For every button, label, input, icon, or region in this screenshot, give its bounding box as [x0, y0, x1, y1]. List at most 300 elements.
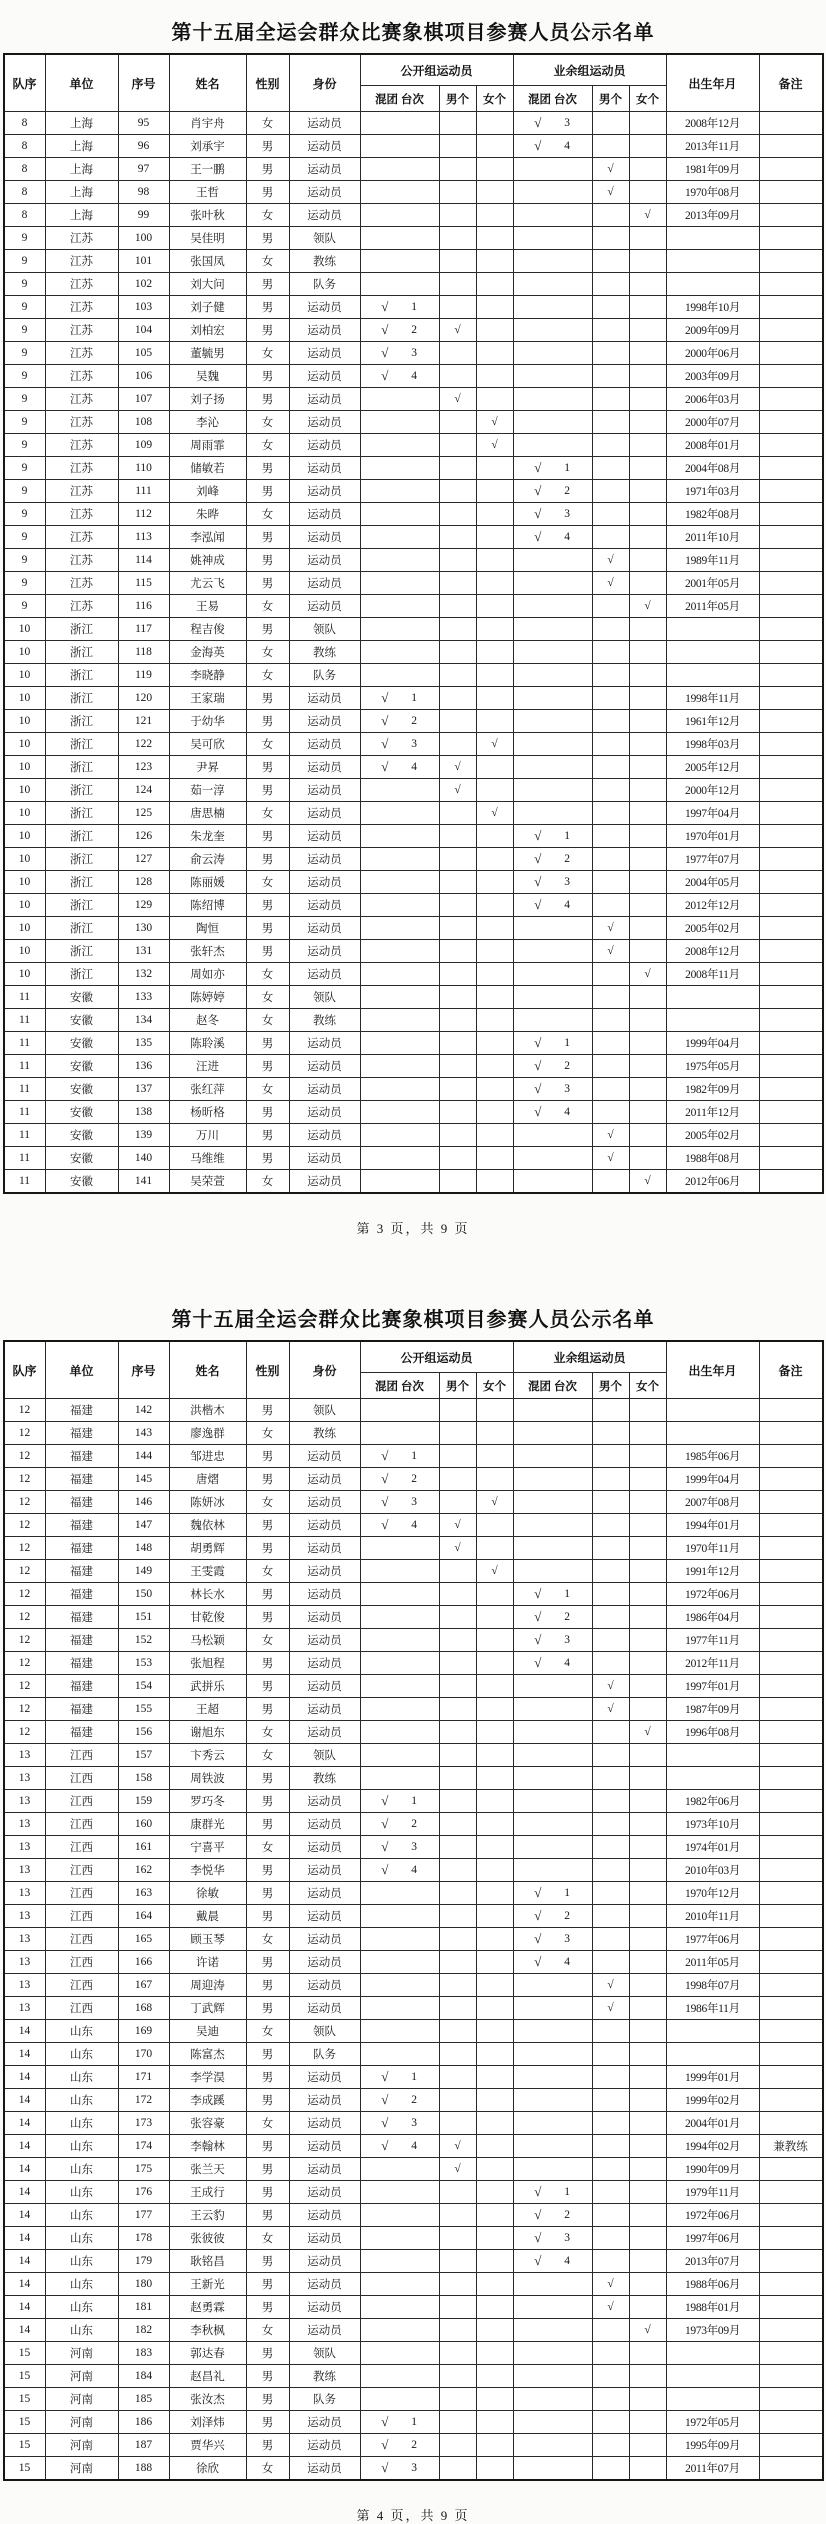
cell-name: 贾华兴	[169, 2434, 246, 2457]
cell-open-mixed-team	[360, 2227, 439, 2250]
cell-open-female-individual	[476, 1974, 513, 1997]
table-row	[4, 2342, 823, 2365]
cell-open-male-individual	[439, 1951, 476, 1974]
cell-unit: 江苏	[45, 549, 118, 572]
check-mark: √	[534, 2184, 542, 2199]
cell-open-female-individual	[476, 595, 513, 618]
cell-amateur-mixed-team	[513, 2066, 592, 2089]
cell-note	[759, 273, 823, 296]
cell-serial-no: 167	[118, 1974, 169, 1997]
table-row	[4, 480, 823, 503]
table-row	[4, 2388, 823, 2411]
cell-open-male-individual	[439, 2273, 476, 2296]
cell-unit: 浙江	[45, 963, 118, 986]
cell-team-order: 10	[4, 733, 46, 756]
cell-birth-date	[666, 227, 759, 250]
cell-amateur-mixed-team	[513, 1652, 592, 1675]
cell-birth-date: 1982年08月	[666, 503, 759, 526]
cell-role: 教练	[289, 2365, 360, 2388]
cell-amateur-mixed-team	[513, 2089, 592, 2112]
cell-team-order: 12	[4, 1583, 46, 1606]
cell-note	[759, 940, 823, 963]
cell-gender: 女	[246, 641, 289, 664]
cell-note	[759, 1652, 823, 1675]
col-group-amateur: 业余组运动员	[513, 1341, 666, 1373]
cell-open-female-individual	[476, 1170, 513, 1194]
cell-name: 刘泽炜	[169, 2411, 246, 2434]
cell-role: 运动员	[289, 457, 360, 480]
cell-amateur-mixed-team	[513, 1101, 592, 1124]
table-row	[4, 1468, 823, 1491]
cell-team-order: 12	[4, 1468, 46, 1491]
cell-birth-date: 2012年06月	[666, 1170, 759, 1194]
cell-team-order: 14	[4, 2181, 46, 2204]
check-mark: √	[534, 1609, 542, 1624]
cell-open-male-individual	[439, 2411, 476, 2434]
cell-open-mixed-team-wrap	[362, 1839, 438, 1855]
cell-serial-no: 109	[118, 434, 169, 457]
cell-birth-date: 1972年05月	[666, 2411, 759, 2434]
cell-open-mixed-team-wrap	[362, 2138, 438, 2154]
cell-unit: 浙江	[45, 894, 118, 917]
cell-serial-no: 143	[118, 1422, 169, 1445]
cell-gender: 男	[246, 2365, 289, 2388]
roster-table	[3, 1340, 824, 2481]
cell-open-mixed-team	[360, 2089, 439, 2112]
cell-gender: 女	[246, 1560, 289, 1583]
col-group-open: 公开组运动员	[360, 54, 513, 86]
table-row	[4, 1170, 823, 1194]
cell-team-order: 14	[4, 2158, 46, 2181]
check-mark: √	[534, 138, 542, 153]
cell-name: 廖逸群	[169, 1422, 246, 1445]
cell-open-mixed-team	[360, 2250, 439, 2273]
cell-unit: 江苏	[45, 342, 118, 365]
cell-note	[759, 1124, 823, 1147]
cell-serial-no: 155	[118, 1698, 169, 1721]
cell-unit: 山东	[45, 2043, 118, 2066]
cell-open-mixed-team	[360, 1629, 439, 1652]
cell-open-male-individual	[439, 572, 476, 595]
cell-role: 领队	[289, 2020, 360, 2043]
cell-name: 李沁	[169, 411, 246, 434]
cell-serial-no: 99	[118, 204, 169, 227]
cell-open-mixed-team	[360, 825, 439, 848]
cell-amateur-female-individual	[629, 1928, 666, 1951]
cell-unit: 江西	[45, 1790, 118, 1813]
cell-open-mixed-team	[360, 2204, 439, 2227]
cell-serial-no: 118	[118, 641, 169, 664]
cell-name: 周迎涛	[169, 1974, 246, 1997]
cell-serial-no: 133	[118, 986, 169, 1009]
board-number: 2	[411, 715, 418, 727]
cell-open-female-individual	[476, 1836, 513, 1859]
cell-role: 运动员	[289, 549, 360, 572]
cell-team-order: 15	[4, 2365, 46, 2388]
cell-team-order: 14	[4, 2112, 46, 2135]
cell-amateur-mixed-team	[513, 1124, 592, 1147]
cell-note	[759, 733, 823, 756]
cell-name: 林长水	[169, 1583, 246, 1606]
cell-unit: 安徽	[45, 1170, 118, 1194]
cell-amateur-male-individual	[592, 2411, 629, 2434]
cell-amateur-mixed-team	[513, 1560, 592, 1583]
cell-note: 兼教练	[759, 2135, 823, 2158]
cell-amateur-female-individual	[629, 1147, 666, 1170]
cell-open-male-individual	[439, 2204, 476, 2227]
cell-unit: 江苏	[45, 480, 118, 503]
cell-amateur-female-individual: √	[629, 1721, 666, 1744]
cell-open-male-individual	[439, 1974, 476, 1997]
cell-open-female-individual	[476, 1583, 513, 1606]
cell-name: 王新光	[169, 2273, 246, 2296]
cell-serial-no: 112	[118, 503, 169, 526]
table-header	[4, 54, 823, 112]
check-mark: √	[381, 1839, 389, 1854]
cell-unit: 山东	[45, 2158, 118, 2181]
col-header-open-male: 男个	[439, 86, 476, 112]
cell-amateur-male-individual	[592, 457, 629, 480]
cell-birth-date: 1972年06月	[666, 1583, 759, 1606]
cell-open-female-individual	[476, 1675, 513, 1698]
cell-amateur-female-individual	[629, 319, 666, 342]
cell-unit: 江苏	[45, 503, 118, 526]
table-row	[4, 595, 823, 618]
cell-amateur-male-individual	[592, 365, 629, 388]
table-row	[4, 1951, 823, 1974]
cell-birth-date: 2011年05月	[666, 595, 759, 618]
cell-amateur-male-individual	[592, 503, 629, 526]
cell-name: 姚神成	[169, 549, 246, 572]
cell-serial-no: 147	[118, 1514, 169, 1537]
cell-open-mixed-team	[360, 1836, 439, 1859]
cell-open-male-individual: √	[439, 2135, 476, 2158]
cell-role: 运动员	[289, 158, 360, 181]
cell-open-mixed-team	[360, 1445, 439, 1468]
cell-unit: 江西	[45, 1813, 118, 1836]
cell-note	[759, 986, 823, 1009]
cell-team-order: 13	[4, 1905, 46, 1928]
cell-amateur-female-individual	[629, 2066, 666, 2089]
cell-amateur-male-individual: √	[592, 917, 629, 940]
cell-open-mixed-team	[360, 2411, 439, 2434]
cell-open-mixed-team	[360, 917, 439, 940]
cell-birth-date: 2000年07月	[666, 411, 759, 434]
cell-role: 教练	[289, 1009, 360, 1032]
cell-serial-no: 121	[118, 710, 169, 733]
cell-open-mixed-team	[360, 1170, 439, 1194]
cell-open-male-individual	[439, 1468, 476, 1491]
cell-serial-no: 101	[118, 250, 169, 273]
cell-name: 罗巧冬	[169, 1790, 246, 1813]
cell-serial-no: 122	[118, 733, 169, 756]
cell-gender: 男	[246, 2158, 289, 2181]
cell-open-male-individual	[439, 227, 476, 250]
cell-gender: 男	[246, 1652, 289, 1675]
table-row	[4, 365, 823, 388]
cell-amateur-mixed-team	[513, 365, 592, 388]
cell-gender: 男	[246, 2043, 289, 2066]
cell-name: 王超	[169, 1698, 246, 1721]
cell-amateur-female-individual	[629, 1951, 666, 1974]
cell-role: 运动员	[289, 1101, 360, 1124]
cell-gender: 男	[246, 365, 289, 388]
cell-note	[759, 710, 823, 733]
cell-serial-no: 165	[118, 1928, 169, 1951]
cell-amateur-male-individual	[592, 2158, 629, 2181]
cell-amateur-female-individual: √	[629, 963, 666, 986]
table-row	[4, 1974, 823, 1997]
cell-amateur-male-individual	[592, 1170, 629, 1194]
cell-team-order: 9	[4, 549, 46, 572]
cell-open-male-individual	[439, 1744, 476, 1767]
cell-role: 运动员	[289, 1445, 360, 1468]
cell-team-order: 13	[4, 1928, 46, 1951]
cell-team-order: 10	[4, 756, 46, 779]
col-header-amateur-male: 男个	[592, 1373, 629, 1399]
cell-amateur-female-individual	[629, 273, 666, 296]
cell-birth-date: 1996年08月	[666, 1721, 759, 1744]
cell-role: 运动员	[289, 1836, 360, 1859]
cell-birth-date: 1981年09月	[666, 158, 759, 181]
cell-birth-date: 1998年10月	[666, 296, 759, 319]
cell-gender: 男	[246, 227, 289, 250]
cell-amateur-mixed-team	[513, 963, 592, 986]
cell-gender: 男	[246, 2089, 289, 2112]
cell-open-mixed-team	[360, 1882, 439, 1905]
check-mark: √	[381, 1816, 389, 1831]
cell-birth-date: 1998年07月	[666, 1974, 759, 1997]
cell-unit: 安徽	[45, 1032, 118, 1055]
cell-amateur-female-individual	[629, 1974, 666, 1997]
cell-role: 运动员	[289, 2204, 360, 2227]
cell-open-female-individual	[476, 1629, 513, 1652]
cell-open-female-individual	[476, 2273, 513, 2296]
cell-amateur-mixed-team	[513, 1170, 592, 1194]
table-row	[4, 319, 823, 342]
cell-open-female-individual	[476, 2342, 513, 2365]
cell-open-female-individual	[476, 2411, 513, 2434]
cell-amateur-male-individual	[592, 296, 629, 319]
cell-serial-no: 168	[118, 1997, 169, 2020]
cell-unit: 浙江	[45, 825, 118, 848]
cell-birth-date	[666, 273, 759, 296]
table-row	[4, 1583, 823, 1606]
cell-serial-no: 184	[118, 2365, 169, 2388]
cell-team-order: 10	[4, 664, 46, 687]
cell-gender: 男	[246, 710, 289, 733]
cell-amateur-mixed-team	[513, 664, 592, 687]
cell-open-mixed-team	[360, 342, 439, 365]
cell-team-order: 9	[4, 342, 46, 365]
cell-amateur-mixed-team	[513, 1422, 592, 1445]
cell-birth-date: 1982年09月	[666, 1078, 759, 1101]
cell-open-mixed-team	[360, 1399, 439, 1422]
cell-note	[759, 595, 823, 618]
cell-amateur-mixed-team	[513, 1928, 592, 1951]
cell-name: 马松颖	[169, 1629, 246, 1652]
cell-gender: 男	[246, 1468, 289, 1491]
cell-role: 运动员	[289, 1124, 360, 1147]
cell-unit: 山东	[45, 2250, 118, 2273]
cell-serial-no: 126	[118, 825, 169, 848]
cell-unit: 福建	[45, 1583, 118, 1606]
cell-amateur-male-individual	[592, 2181, 629, 2204]
cell-unit: 山东	[45, 2181, 118, 2204]
cell-role: 运动员	[289, 2158, 360, 2181]
cell-open-mixed-team	[360, 1468, 439, 1491]
table-row	[4, 1055, 823, 1078]
cell-open-male-individual	[439, 1698, 476, 1721]
cell-birth-date: 2004年08月	[666, 457, 759, 480]
cell-unit: 江苏	[45, 319, 118, 342]
cell-serial-no: 140	[118, 1147, 169, 1170]
cell-open-male-individual	[439, 2043, 476, 2066]
cell-gender: 男	[246, 273, 289, 296]
cell-team-order: 15	[4, 2411, 46, 2434]
table-header	[4, 1341, 823, 1399]
cell-amateur-female-individual	[629, 1560, 666, 1583]
cell-team-order: 9	[4, 572, 46, 595]
cell-role: 教练	[289, 1767, 360, 1790]
cell-gender: 女	[246, 986, 289, 1009]
table-row	[4, 1399, 823, 1422]
cell-gender: 男	[246, 2135, 289, 2158]
cell-serial-no: 179	[118, 2250, 169, 2273]
cell-unit: 河南	[45, 2388, 118, 2411]
cell-note	[759, 2319, 823, 2342]
cell-team-order: 13	[4, 1836, 46, 1859]
cell-team-order: 10	[4, 894, 46, 917]
cell-role: 运动员	[289, 1790, 360, 1813]
cell-note	[759, 1744, 823, 1767]
cell-role: 运动员	[289, 917, 360, 940]
cell-open-male-individual	[439, 641, 476, 664]
cell-role: 运动员	[289, 825, 360, 848]
cell-role: 运动员	[289, 296, 360, 319]
cell-open-male-individual	[439, 1905, 476, 1928]
col-header-open-female: 女个	[476, 86, 513, 112]
cell-open-male-individual	[439, 1078, 476, 1101]
cell-gender: 男	[246, 1859, 289, 1882]
cell-amateur-male-individual	[592, 2342, 629, 2365]
cell-open-mixed-team	[360, 2158, 439, 2181]
cell-gender: 男	[246, 1882, 289, 1905]
cell-gender: 女	[246, 871, 289, 894]
cell-open-female-individual	[476, 1032, 513, 1055]
cell-amateur-male-individual	[592, 733, 629, 756]
cell-team-order: 9	[4, 457, 46, 480]
cell-unit: 上海	[45, 204, 118, 227]
cell-note	[759, 756, 823, 779]
cell-open-female-individual	[476, 687, 513, 710]
cell-team-order: 13	[4, 1882, 46, 1905]
cell-open-mixed-team	[360, 1147, 439, 1170]
cell-role: 领队	[289, 227, 360, 250]
cell-gender: 女	[246, 2020, 289, 2043]
cell-role: 运动员	[289, 1560, 360, 1583]
cell-gender: 女	[246, 1170, 289, 1194]
cell-serial-no: 172	[118, 2089, 169, 2112]
table-row	[4, 1560, 823, 1583]
cell-gender: 女	[246, 1009, 289, 1032]
cell-open-mixed-team	[360, 434, 439, 457]
cell-note	[759, 1997, 823, 2020]
cell-amateur-female-individual	[629, 158, 666, 181]
cell-birth-date: 2013年11月	[666, 135, 759, 158]
cell-gender: 女	[246, 802, 289, 825]
cell-open-male-individual	[439, 2227, 476, 2250]
cell-serial-no: 134	[118, 1009, 169, 1032]
cell-unit: 河南	[45, 2365, 118, 2388]
cell-amateur-mixed-team	[513, 2250, 592, 2273]
board-number: 2	[564, 1910, 571, 1922]
table-row	[4, 1675, 823, 1698]
cell-amateur-female-individual	[629, 2181, 666, 2204]
cell-open-female-individual	[476, 2020, 513, 2043]
cell-birth-date: 1973年10月	[666, 1813, 759, 1836]
cell-open-mixed-team	[360, 204, 439, 227]
cell-team-order: 13	[4, 1997, 46, 2020]
cell-open-male-individual	[439, 1170, 476, 1194]
check-mark: √	[381, 1862, 389, 1877]
cell-open-male-individual	[439, 1997, 476, 2020]
col-header-team: 队序	[4, 1341, 46, 1399]
cell-unit: 江西	[45, 1836, 118, 1859]
cell-open-female-individual	[476, 940, 513, 963]
cell-serial-no: 132	[118, 963, 169, 986]
cell-serial-no: 183	[118, 2342, 169, 2365]
cell-amateur-female-individual	[629, 526, 666, 549]
cell-name: 邹进忠	[169, 1445, 246, 1468]
cell-open-male-individual	[439, 825, 476, 848]
table-row	[4, 411, 823, 434]
cell-amateur-female-individual	[629, 227, 666, 250]
cell-amateur-male-individual	[592, 411, 629, 434]
cell-name: 唐思楠	[169, 802, 246, 825]
table-row	[4, 1767, 823, 1790]
cell-amateur-male-individual	[592, 112, 629, 135]
cell-amateur-female-individual	[629, 1583, 666, 1606]
cell-serial-no: 137	[118, 1078, 169, 1101]
cell-amateur-female-individual	[629, 1101, 666, 1124]
cell-name: 李悦华	[169, 1859, 246, 1882]
cell-gender: 男	[246, 1445, 289, 1468]
cell-name: 吴魏	[169, 365, 246, 388]
cell-team-order: 14	[4, 2043, 46, 2066]
cell-amateur-mixed-team-wrap	[515, 1035, 591, 1051]
cell-open-male-individual	[439, 848, 476, 871]
cell-open-female-individual	[476, 894, 513, 917]
cell-open-mixed-team-wrap	[362, 368, 438, 384]
cell-amateur-female-individual	[629, 1491, 666, 1514]
cell-gender: 男	[246, 2434, 289, 2457]
cell-unit: 山东	[45, 2227, 118, 2250]
cell-birth-date: 2000年12月	[666, 779, 759, 802]
cell-open-male-individual	[439, 135, 476, 158]
cell-name: 王易	[169, 595, 246, 618]
cell-amateur-male-individual: √	[592, 1974, 629, 1997]
cell-role: 运动员	[289, 411, 360, 434]
cell-amateur-mixed-team	[513, 135, 592, 158]
cell-open-female-individual	[476, 526, 513, 549]
cell-name: 李泓闻	[169, 526, 246, 549]
cell-amateur-male-individual: √	[592, 549, 629, 572]
table-row	[4, 158, 823, 181]
cell-serial-no: 123	[118, 756, 169, 779]
cell-role: 运动员	[289, 2066, 360, 2089]
cell-name: 耿铭昌	[169, 2250, 246, 2273]
